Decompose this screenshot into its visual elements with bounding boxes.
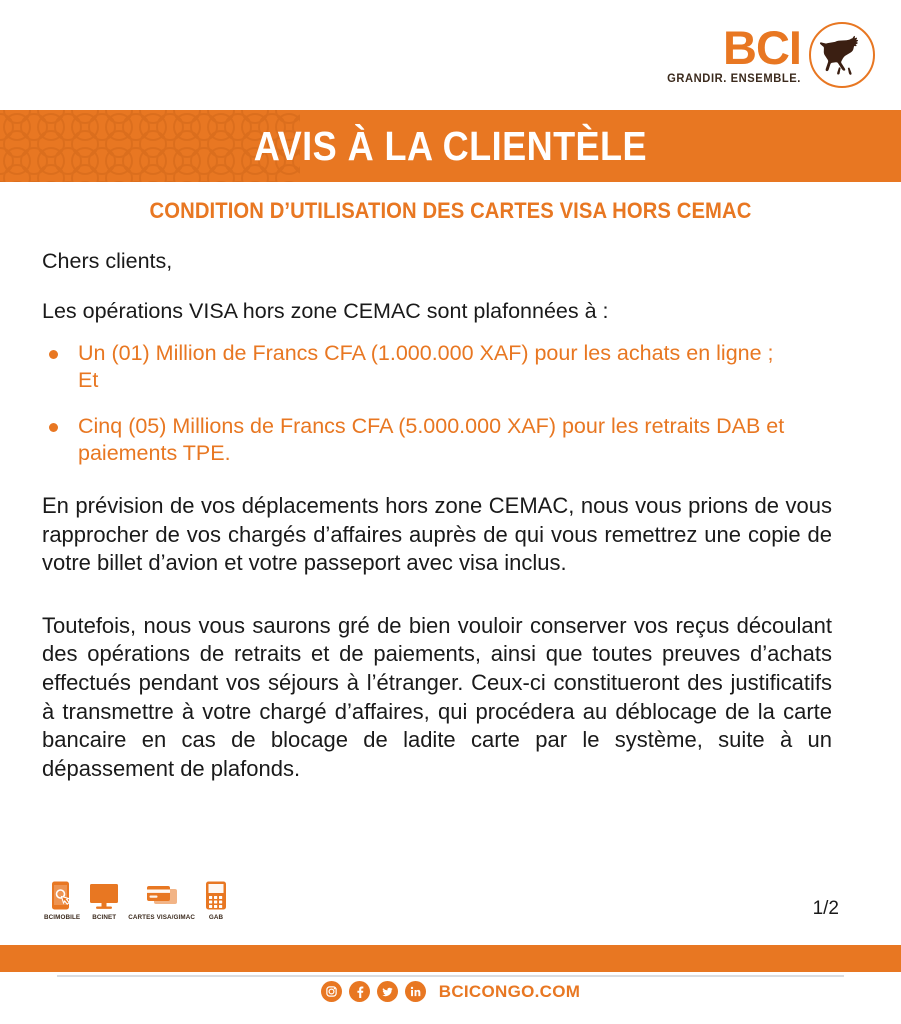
smartphone-touch-icon (50, 881, 74, 911)
channel-bcimobile (44, 881, 80, 921)
facebook-icon[interactable] (349, 981, 370, 1002)
document-body (42, 248, 832, 783)
linkedin-icon[interactable] (405, 981, 426, 1002)
banner-title: AVIS À LA CLIENTÈLE (253, 122, 648, 169)
page-subtitle: CONDITION D’UTILISATION DES CARTES VISA HORS CEMAC (149, 198, 752, 223)
list-item (42, 340, 832, 395)
channel-gab (204, 881, 228, 921)
logo-badge-circle (809, 22, 875, 88)
title-banner (0, 110, 901, 182)
horse-icon (819, 34, 865, 76)
channel-bcinet (89, 881, 119, 921)
paragraph-prevision: En prévision de vos déplacements hors zone CEMAC, nous vous prions de vous rapprocher de vos chargés d’affaires auprès de qui vous remettrez une copie de votre billet d’avion et votre passeport avec visa inclus. (42, 492, 832, 576)
bullet-dot-icon (49, 350, 58, 359)
greeting-text: Chers clients, (42, 249, 173, 273)
instagram-icon[interactable] (321, 981, 342, 1002)
channel-label: BCIMOBILE (44, 914, 81, 921)
bullet-dot-icon (49, 423, 58, 432)
twitter-icon[interactable] (377, 981, 398, 1002)
bci-logo (663, 22, 875, 88)
desktop-monitor-icon (89, 881, 119, 911)
footer-social-row (0, 981, 901, 1002)
logo-tagline: GRANDIR. ENSEMBLE. (667, 73, 801, 86)
paragraph-toutefois: Toutefois, nous vous saurons gré de bien vouloir conserver vos reçus découlant des opérations de retraits et de paiements, ainsi que toutes preuves d’achats effectués pendant vos séjours à l’étranger. Ceux-ci constitueront des justificatifs à transmettre à votre chargé d’affaires, qui procédera au déblocage de la carte bancaire en cas de blocage de ladite carte par le système, suite à un dépassement de plafonds. (42, 612, 832, 781)
list-item-text: Cinq (05) Millions de Francs CFA (5.000.000 XAF) pour les retraits DAB et paiements TPE. (78, 413, 785, 466)
service-channels (44, 881, 237, 921)
list-item-text: Un (01) Million de Francs CFA (1.000.000 XAF) pour les achats en ligne ; (78, 340, 774, 365)
channel-cartes-visa-gimac (128, 881, 195, 921)
limits-list (42, 340, 832, 468)
page-number: 1/2 (812, 898, 839, 919)
channel-label: GAB (208, 914, 224, 921)
channel-label: BCINET (92, 914, 117, 921)
payment-cards-icon (146, 881, 178, 911)
page-header (0, 0, 901, 110)
footer-divider (57, 975, 844, 977)
footer-website[interactable]: BCICONGO.COM (438, 981, 581, 1001)
list-item (42, 413, 832, 468)
atm-terminal-icon (204, 881, 228, 911)
footer-orange-bar (0, 945, 901, 972)
logo-wordmark: BCI (723, 20, 801, 74)
lead-text: Les opérations VISA hors zone CEMAC sont plafonnées à : (42, 298, 609, 323)
list-item-subtext: Et (78, 368, 99, 393)
logo-text-group (663, 20, 801, 86)
channel-label: CARTES VISA/GIMAC (128, 914, 196, 921)
